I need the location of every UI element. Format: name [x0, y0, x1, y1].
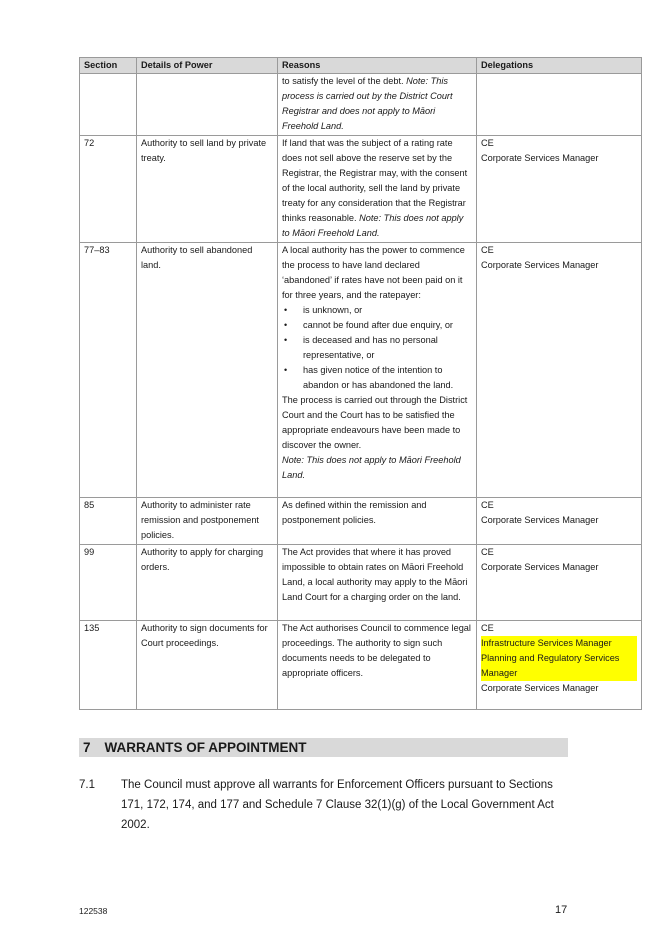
- delegate: Corporate Services Manager: [481, 515, 599, 525]
- section-heading: [83, 739, 307, 756]
- cell-delegations: [477, 621, 642, 710]
- cell-section: 72: [80, 136, 137, 243]
- reasons-after: The process is carried out through the District Court and the Court has to be satisfied the appropriate endeavours have been made to discover the owner.: [282, 395, 468, 450]
- cell-details: Authority to apply for charging orders.: [137, 545, 278, 621]
- cell-reasons: The Act authorises Council to commence legal proceedings. The authority to sign such documents needs to be delegated to appropriate officers.: [278, 621, 477, 710]
- cell-section: 77–83: [80, 243, 137, 498]
- delegate-highlighted: Infrastructure Services Manager: [481, 636, 637, 651]
- cell-details: Authority to sell land by private treaty.: [137, 136, 278, 243]
- cell-details: Authority to sign documents for Court proceedings.: [137, 621, 278, 710]
- cell-reasons: [278, 136, 477, 243]
- header-reasons: Reasons: [278, 58, 477, 74]
- table-header-row: [80, 58, 642, 74]
- paragraph-number: 7.1: [79, 779, 95, 791]
- cell-delegations: [477, 243, 642, 498]
- list-item: • is deceased and has no personal representative, or: [282, 333, 472, 363]
- cell-details: [137, 74, 278, 136]
- delegate: Corporate Services Manager: [481, 260, 599, 270]
- cell-details: Authority to sell abandoned land.: [137, 243, 278, 498]
- page-number: 17: [555, 904, 568, 916]
- cell-section: 85: [80, 498, 137, 545]
- table-row: [80, 136, 642, 243]
- delegate: Corporate Services Manager: [481, 683, 599, 693]
- delegate: Corporate Services Manager: [481, 562, 599, 572]
- cell-section: 135: [80, 621, 137, 710]
- header-details: Details of Power: [137, 58, 278, 74]
- reasons-list: [282, 303, 472, 393]
- delegate: CE: [481, 623, 494, 633]
- delegate: CE: [481, 245, 494, 255]
- list-item: • cannot be found after due enquiry, or: [282, 318, 472, 333]
- delegate: Corporate Services Manager: [481, 153, 599, 163]
- reasons-note: Note: This does not apply to Māori Freehold Land.: [282, 213, 464, 238]
- section-title-text: WARRANTS OF APPOINTMENT: [104, 740, 307, 755]
- cell-delegations: [477, 136, 642, 243]
- reasons-note: Note: This does not apply to Māori Freehold Land.: [282, 455, 461, 480]
- delegations-table: [79, 57, 642, 710]
- list-item: • is unknown, or: [282, 303, 472, 318]
- reasons-text: to satisfy the level of the debt.: [282, 76, 407, 86]
- list-item: • has given notice of the intention to abandon or has abandoned the land.: [282, 363, 472, 393]
- cell-reasons: As defined within the remission and postponement policies.: [278, 498, 477, 545]
- table-row: [80, 243, 642, 498]
- cell-delegations: [477, 545, 642, 621]
- reasons-note: Note: This process is carried out by the District Court Registrar and does not apply to Māori Freehold Land.: [282, 76, 453, 131]
- table-row: [80, 498, 642, 545]
- reasons-intro: A local authority has the power to commence the process to have land declared ‘abandoned’ if rates have not been paid on it for three years, and the ratepayer:: [282, 245, 465, 300]
- table-row: [80, 621, 642, 710]
- header-section: Section: [80, 58, 137, 74]
- table-row: [80, 74, 642, 136]
- section-number: 7: [83, 740, 91, 755]
- cell-delegations: [477, 74, 642, 136]
- table-row: [80, 545, 642, 621]
- header-delegations: Delegations: [477, 58, 642, 74]
- cell-reasons: [278, 74, 477, 136]
- delegate: CE: [481, 500, 494, 510]
- cell-reasons: [278, 243, 477, 498]
- delegate: CE: [481, 547, 494, 557]
- delegate: CE: [481, 138, 494, 148]
- delegate-highlighted: Planning and Regulatory Services Manager: [481, 651, 637, 681]
- cell-section: 99: [80, 545, 137, 621]
- cell-section: [80, 74, 137, 136]
- cell-delegations: [477, 498, 642, 545]
- reasons-text: If land that was the subject of a rating rate does not sell above the reserve set by the Registrar, the Registrar may, with the consent of the local authority, sell the land by private treaty for any consideration that the Registrar thinks reasonable.: [282, 138, 468, 223]
- cell-details: Authority to administer rate remission and postponement policies.: [137, 498, 278, 545]
- document-id: 122538: [79, 906, 108, 916]
- cell-reasons: The Act provides that where it has proved impossible to obtain rates on Māori Freehold Land, a local authority may apply to the Māori Land Court for a charging order on the land.: [278, 545, 477, 621]
- paragraph-text: The Council must approve all warrants for Enforcement Officers pursuant to Sections 171, 172, 174, and 177 and Schedule 7 Clause 32(1)(g) of the Local Government Act 2002.: [121, 779, 554, 831]
